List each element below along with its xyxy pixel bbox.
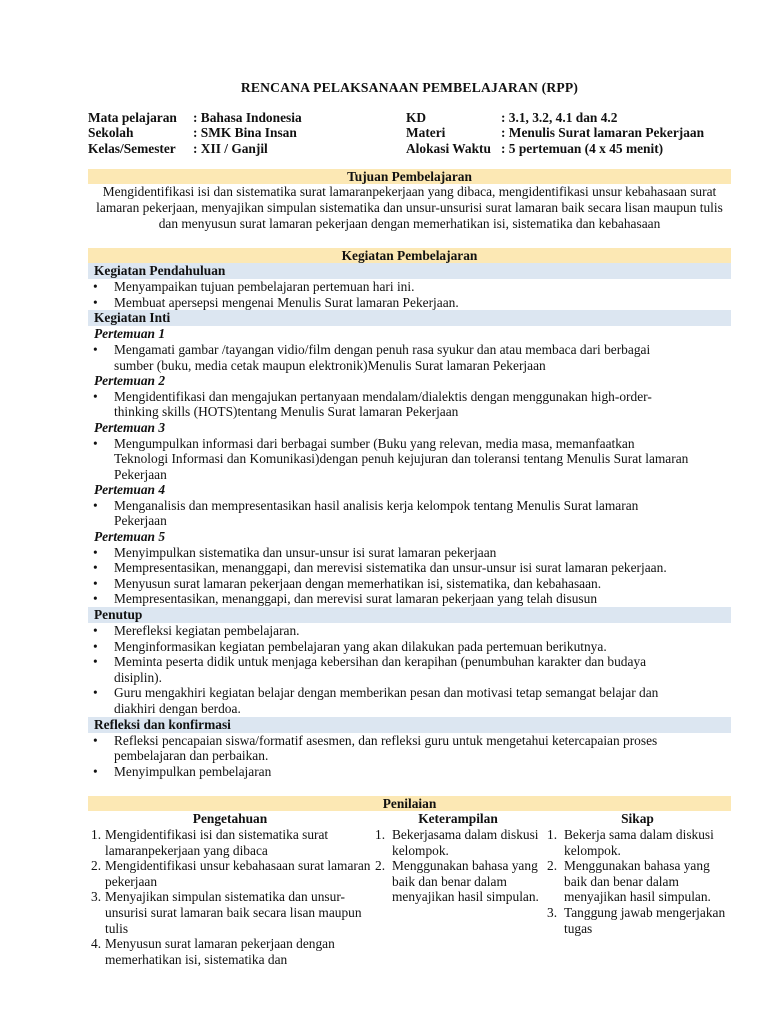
- pengetahuan-column: [88, 811, 372, 967]
- inti-heading: Kegiatan Inti: [88, 310, 731, 326]
- meeting-label: Pertemuan 5: [94, 529, 166, 545]
- info-label: Sekolah: [88, 125, 134, 141]
- list-item: • Menganalisis dan mempresentasikan hasil analisis kerja kelompok tentang Menulis Surat lamaran Pekerjaan: [88, 498, 731, 529]
- list-item: • Mengumpulkan informasi dari berbagai sumber (Buku yang relevan, media masa, memanfaatkan Teknologi Informasi dan Komunikasi)dengan penuh kejujuran dan toleransi tentang Menulis Surat lamaran Pekerjaan: [88, 436, 731, 483]
- info-label: Materi: [406, 125, 446, 141]
- meeting-list: [88, 498, 731, 529]
- list-item: 2. Mengidentifikasi unsur kebahasaan surat lamaran pekerjaan: [91, 858, 371, 889]
- info-label: Alokasi Waktu: [406, 140, 491, 156]
- list-item: • Menyimpulkan pembelajaran: [88, 764, 731, 780]
- column-heading: Sikap: [621, 811, 654, 827]
- list-item: • Mengamati gambar /tayangan vidio/film dengan penuh rasa syukur dan atau membaca dari berbagai sumber (buku, media cetak maupun elektronik)Menulis Surat lamaran Pekerjaan: [88, 342, 731, 373]
- list-item: 3. Menyajikan simpulan sistematika dan unsur-unsurisi surat lamaran baik secara lisan maupun tulis: [91, 889, 362, 936]
- info-left: [88, 110, 406, 157]
- sikap-column: [544, 811, 731, 967]
- penilaian-heading: Penilaian: [88, 796, 731, 811]
- refleksi-list: [88, 733, 731, 780]
- info-right: [406, 110, 704, 157]
- list-item: • Membuat apersepsi mengenai Menulis Surat lamaran Pekerjaan.: [88, 295, 731, 311]
- info-label: Kelas/Semester: [88, 140, 176, 156]
- document-title: RENCANA PELAKSANAAN PEMBELAJARAN (RPP): [240, 80, 579, 95]
- penutup-list: [88, 623, 731, 717]
- list-item: • Meminta peserta didik untuk menjaga kebersihan dan kerapihan (penumbuhan karakter dan budaya disiplin).: [88, 654, 731, 685]
- list-item: • Mempresentasikan, menanggapi, dan merevisi sistematika dan unsur-unsur isi surat lamaran pekerjaan.: [88, 560, 731, 576]
- info-value: : XII / Ganjil: [193, 140, 268, 156]
- info-value: : 3.1, 3.2, 4.1 dan 4.2: [501, 109, 618, 125]
- info-value: : Menulis Surat lamaran Pekerjaan: [501, 125, 705, 141]
- list-item: • Mengidentifikasi dan mengajukan pertanyaan mendalam/dialektis dengan menggunakan high-order-thinking skills (HOTS)tentang Menulis Surat lamaran Pekerjaan: [88, 389, 731, 420]
- refleksi-heading: Refleksi dan konfirmasi: [88, 717, 731, 733]
- list-item: 2. Menggunakan bahasa yang baik dan benar dalam menyajikan hasil simpulan.: [375, 858, 539, 905]
- list-item: • Merefleksi kegiatan pembelajaran.: [88, 623, 731, 639]
- pengetahuan-list: [88, 827, 372, 967]
- meeting-list: [88, 545, 731, 607]
- meeting-list: [88, 436, 731, 483]
- list-item: 4. Menyusun surat lamaran pekerjaan dengan memerhatikan isi, sistematika dan: [91, 936, 335, 967]
- list-item: 1. Bekerja sama dalam diskusi kelompok.: [547, 826, 714, 858]
- keterampilan-list: [372, 827, 544, 905]
- pendahuluan-list: [88, 279, 731, 310]
- list-item: • Mempresentasikan, menanggapi, dan merevisi surat lamaran pekerjaan yang telah disusun: [88, 591, 731, 607]
- info-block: [88, 110, 731, 157]
- info-value: : 5 pertemuan (4 x 45 menit): [501, 140, 664, 156]
- meeting-list: [88, 342, 731, 373]
- info-label: KD: [406, 109, 427, 125]
- rpp-document: [88, 80, 731, 967]
- list-item: 2. Menggunakan bahasa yang baik dan benar dalam menyajikan hasil simpulan.: [547, 858, 711, 905]
- kegiatan-heading: Kegiatan Pembelajaran: [88, 248, 731, 263]
- meeting-label: Pertemuan 3: [94, 419, 166, 435]
- list-item: 3. Tanggung jawab mengerjakan tugas: [547, 904, 726, 936]
- keterampilan-column: [372, 811, 544, 967]
- tujuan-heading: Tujuan Pembelajaran: [88, 169, 731, 184]
- column-heading: Keterampilan: [418, 811, 498, 827]
- list-item: 1. Bekerjasama dalam diskusi kelompok.: [375, 826, 539, 858]
- list-item: • Menginformasikan kegiatan pembelajaran yang akan dilakukan pada pertemuan berikutnya.: [88, 639, 731, 655]
- penutup-heading: Penutup: [88, 607, 731, 623]
- info-label: Mata pelajaran: [88, 109, 177, 125]
- info-value: : SMK Bina Insan: [193, 125, 297, 141]
- list-item: • Menyimpulkan sistematika dan unsur-unsur isi surat lamaran pekerjaan: [88, 545, 731, 561]
- tujuan-text: Mengidentifikasi isi dan sistematika surat lamaranpekerjaan yang dibaca, mengidentifikasi unsur kebahasaan surat lamaran pekerjaan, menyajikan simpulan sistematika dan unsur-unsurisi surat lamaran baik secara lisan maupun tulis dan menyusun surat lamaran pekerjaan dengan memerhatikan isi, sistematika dan kebahasaan: [96, 184, 723, 231]
- list-item: • Menyusun surat lamaran pekerjaan dengan memerhatikan isi, sistematika, dan kebahasaan.: [88, 576, 731, 592]
- list-item: • Menyampaikan tujuan pembelajaran pertemuan hari ini.: [88, 279, 731, 295]
- list-item: • Guru mengakhiri kegiatan belajar dengan memberikan pesan dan motivasi tetap semangat belajar dan diakhiri dengan berdoa.: [88, 685, 731, 716]
- penilaian-columns: [88, 811, 731, 967]
- sikap-list: [544, 827, 731, 936]
- meeting-label: Pertemuan 4: [94, 482, 166, 498]
- list-item: 1. Mengidentifikasi isi dan sistematika surat lamaranpekerjaan yang dibaca: [91, 826, 329, 858]
- meeting-list: [88, 389, 731, 420]
- meeting-label: Pertemuan 1: [94, 326, 166, 342]
- pendahuluan-heading: Kegiatan Pendahuluan: [88, 263, 731, 279]
- meeting-label: Pertemuan 2: [94, 373, 166, 389]
- list-item: • Refleksi pencapaian siswa/formatif asesmen, dan refleksi guru untuk mengetahui ketercapaian proses pembelajaran dan perbaikan.: [88, 733, 731, 764]
- column-heading: Pengetahuan: [192, 811, 268, 827]
- info-value: : Bahasa Indonesia: [193, 109, 302, 125]
